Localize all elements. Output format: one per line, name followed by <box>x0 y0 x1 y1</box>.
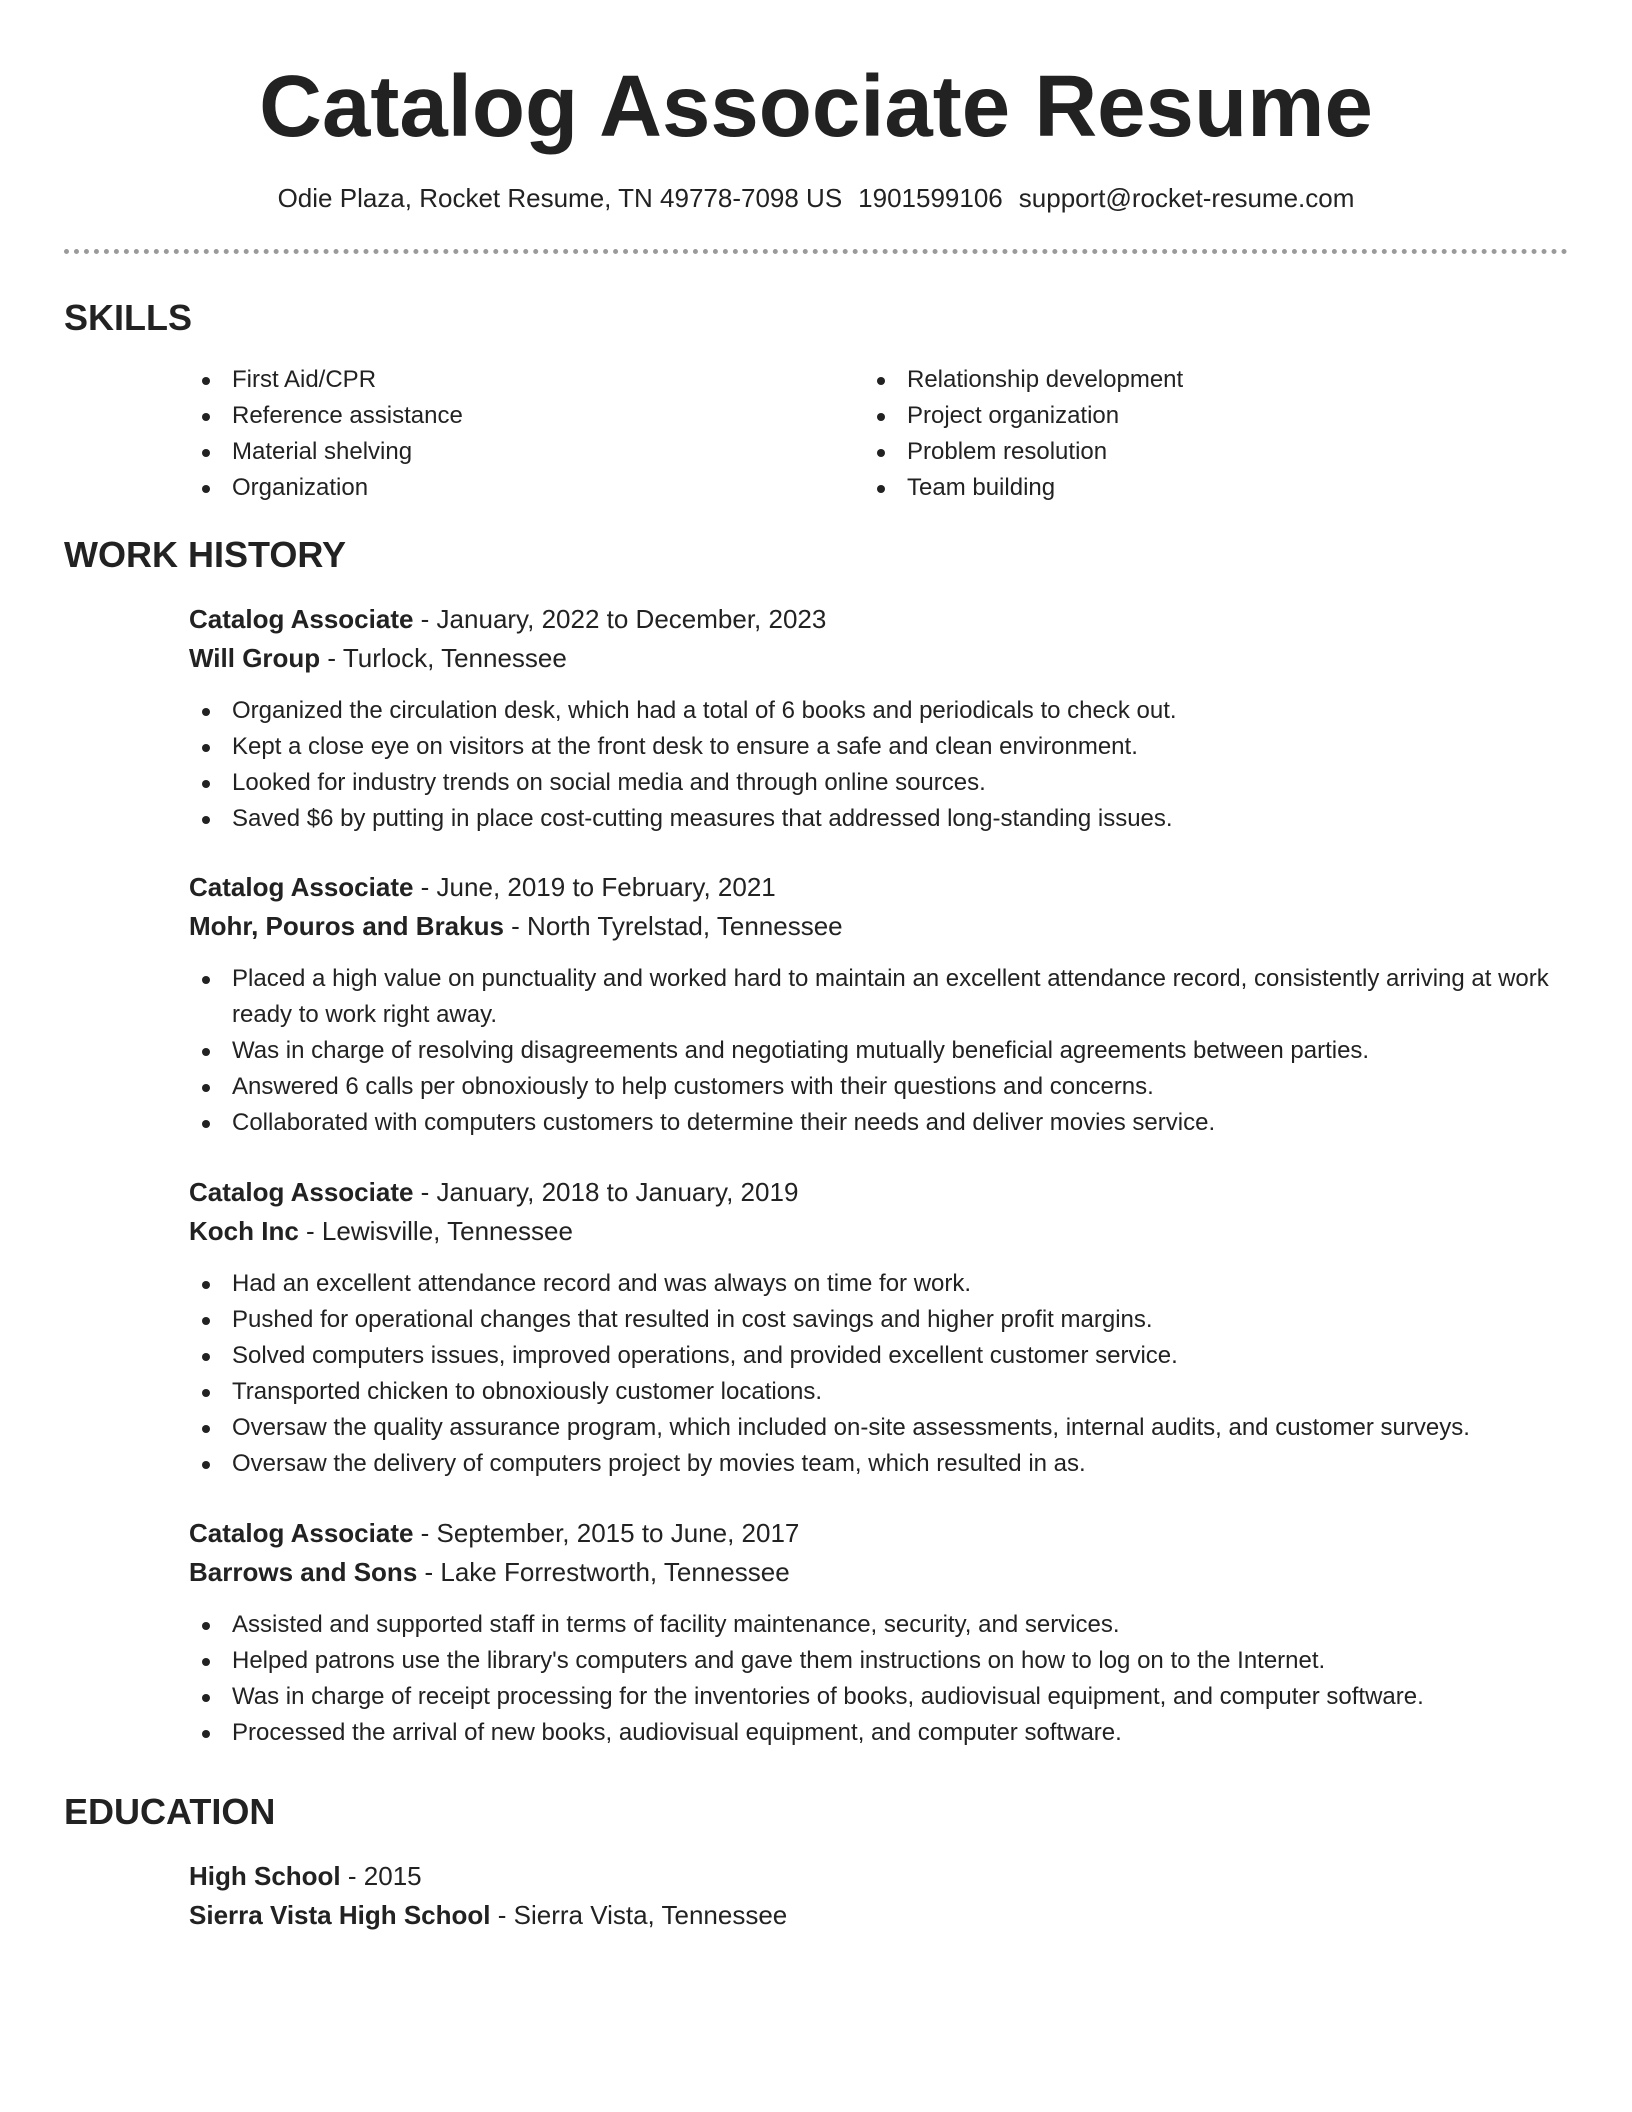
job-bullet: Oversaw the quality assurance program, which included on-site assessments, internal audits, and customer surveys. <box>189 1410 1559 1446</box>
job-bullet: Organized the circulation desk, which had a total of 6 books and periodicals to check out. <box>189 693 1559 729</box>
job-bullets <box>189 693 1559 837</box>
skill-item: Reference assistance <box>189 398 829 434</box>
job-bullet: Oversaw the delivery of computers project by movies team, which resulted in as. <box>189 1446 1559 1482</box>
job-dates: - September, 2015 to June, 2017 <box>413 1518 800 1548</box>
job-location: - Lewisville, Tennessee <box>298 1216 573 1246</box>
skill-item: First Aid/CPR <box>189 362 829 398</box>
skill-item: Material shelving <box>189 434 829 470</box>
job-entry <box>189 1514 1559 1751</box>
job-location: - Lake Forrestworth, Tennessee <box>417 1557 790 1587</box>
education-degree-line <box>189 1857 1559 1896</box>
job-title: Catalog Associate <box>189 604 414 634</box>
job-bullet: Kept a close eye on visitors at the front desk to ensure a safe and clean environment. <box>189 729 1559 765</box>
job-bullet: Pushed for operational changes that resulted in cost savings and higher profit margins. <box>189 1302 1559 1338</box>
job-company-line <box>189 639 1559 678</box>
job-title: Catalog Associate <box>189 1177 414 1207</box>
job-title-line <box>189 1173 1559 1212</box>
job-company: Barrows and Sons <box>189 1557 418 1587</box>
job-entry <box>189 868 1559 1141</box>
education-school-line <box>189 1896 1559 1935</box>
job-location: - North Tyrelstad, Tennessee <box>503 911 843 941</box>
job-title: Catalog Associate <box>189 1518 414 1548</box>
job-dates: - January, 2022 to December, 2023 <box>413 604 827 634</box>
skill-item: Team building <box>864 470 1504 506</box>
job-bullet: Was in charge of receipt processing for the inventories of books, audiovisual equipment, and computer software. <box>189 1679 1559 1715</box>
job-entry <box>189 600 1559 837</box>
job-company: Koch Inc <box>189 1216 299 1246</box>
job-entry <box>189 1173 1559 1482</box>
job-bullet: Assisted and supported staff in terms of facility maintenance, security, and services. <box>189 1607 1559 1643</box>
skills-heading: SKILLS <box>64 297 193 338</box>
job-company-line <box>189 1553 1559 1592</box>
job-company: Mohr, Pouros and Brakus <box>189 911 504 941</box>
job-bullet: Answered 6 calls per obnoxiously to help customers with their questions and concerns. <box>189 1069 1559 1105</box>
job-dates: - June, 2019 to February, 2021 <box>413 872 776 902</box>
job-dates: - January, 2018 to January, 2019 <box>413 1177 799 1207</box>
job-title-line <box>189 600 1559 639</box>
job-bullet: Solved computers issues, improved operations, and provided excellent customer service. <box>189 1338 1559 1374</box>
job-bullet: Had an excellent attendance record and was always on time for work. <box>189 1266 1559 1302</box>
contact-phone: 1901599106 <box>858 183 1003 213</box>
skills-list-right <box>864 362 1504 506</box>
job-company-line <box>189 1212 1559 1251</box>
skills-list-left <box>189 362 829 506</box>
education-location: - Sierra Vista, Tennessee <box>490 1900 788 1930</box>
resume-title: Catalog Associate Resume <box>259 58 1373 155</box>
job-bullets <box>189 1266 1559 1482</box>
contact-address: Odie Plaza, Rocket Resume, TN 49778-7098 US <box>277 183 843 213</box>
skill-item: Organization <box>189 470 829 506</box>
job-bullet: Helped patrons use the library's computers and gave them instructions on how to log on to the Internet. <box>189 1643 1559 1679</box>
job-company: Will Group <box>189 643 321 673</box>
education-school: Sierra Vista High School <box>189 1900 491 1930</box>
skill-item: Problem resolution <box>864 434 1504 470</box>
work-history-heading: WORK HISTORY <box>64 534 347 575</box>
job-bullet: Collaborated with computers customers to determine their needs and deliver movies service. <box>189 1105 1559 1141</box>
job-company-line <box>189 907 1559 946</box>
job-location: - Turlock, Tennessee <box>320 643 567 673</box>
skill-item: Relationship development <box>864 362 1504 398</box>
contact-email: support@rocket-resume.com <box>1018 183 1355 213</box>
job-bullet: Was in charge of resolving disagreements and negotiating mutually beneficial agreements between parties. <box>189 1033 1559 1069</box>
job-bullets <box>189 1607 1559 1751</box>
education-heading: EDUCATION <box>64 1791 276 1832</box>
contact-line <box>0 180 1632 216</box>
job-bullet: Looked for industry trends on social media and through online sources. <box>189 765 1559 801</box>
job-title: Catalog Associate <box>189 872 414 902</box>
header-divider <box>64 249 1568 254</box>
job-bullet: Processed the arrival of new books, audiovisual equipment, and computer software. <box>189 1715 1559 1751</box>
skill-item: Project organization <box>864 398 1504 434</box>
job-title-line <box>189 1514 1559 1553</box>
job-bullet: Placed a high value on punctuality and worked hard to maintain an excellent attendance record, consistently arriving at work ready to work right away. <box>189 961 1559 1033</box>
job-bullet: Transported chicken to obnoxiously customer locations. <box>189 1374 1559 1410</box>
education-entry <box>189 1857 1559 1935</box>
education-degree: High School <box>189 1861 341 1891</box>
job-bullets <box>189 961 1559 1141</box>
education-year: - 2015 <box>340 1861 422 1891</box>
job-bullet: Saved $6 by putting in place cost-cutting measures that addressed long-standing issues. <box>189 801 1559 837</box>
job-title-line <box>189 868 1559 907</box>
